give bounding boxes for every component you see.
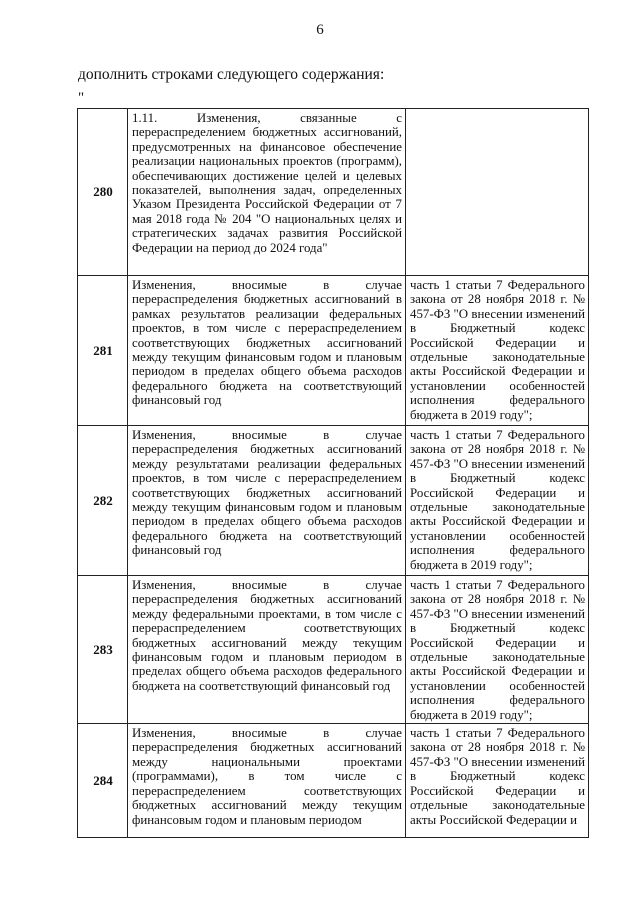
row-description: Изменения, вносимые в случае перераспределения бюджетных ассигнований между национальными проектами (программами), в том числе с перераспределением соответствующих бюджетных ассигнований между текущим финансовым годом и плановым периодом bbox=[128, 724, 406, 838]
table-row bbox=[78, 276, 589, 426]
row-number: 283 bbox=[78, 576, 128, 724]
page-number: 6 bbox=[316, 22, 324, 38]
amendments-table bbox=[77, 108, 589, 838]
intro-text: дополнить строками следующего содержания: bbox=[78, 66, 385, 83]
row-number: 282 bbox=[78, 426, 128, 576]
row-number: 281 bbox=[78, 276, 128, 426]
row-description: Изменения, вносимые в случае перераспределения бюджетных ассигнований между результатами реализации федеральных проектов, в том числе с перераспределением соответствующих бюджетных ассигнований между текущим финансовым годом и плановым периодом в пределах общего объема расходов федерального бюджета на соответствующий финансовый год bbox=[128, 426, 406, 576]
row-legal-basis bbox=[406, 109, 589, 276]
table-row bbox=[78, 724, 589, 838]
row-description: Изменения, вносимые в случае перераспределения бюджетных ассигнований в рамках результатов реализации федеральных проектов, в том числе с перераспределением соответствующих бюджетных ассигнований между текущим финансовым годом и плановым периодом в пределах общего объема расходов федерального бюджета на соответствующий финансовый год bbox=[128, 276, 406, 426]
row-legal-basis: часть 1 статьи 7 Федерального закона от 28 ноября 2018 г. № 457-ФЗ "О внесении изменений в Бюджетный кодекс Российской Федерации и отдельные законодательные акты Российской Федерации и установлении особенностей исполнения федерального бюджета в 2019 году"; bbox=[406, 576, 589, 724]
table-row bbox=[78, 109, 589, 276]
row-legal-basis: часть 1 статьи 7 Федерального закона от 28 ноября 2018 г. № 457-ФЗ "О внесении изменений в Бюджетный кодекс Российской Федерации и отдельные законодательные акты Российской Федерации и bbox=[406, 724, 589, 838]
row-number: 280 bbox=[78, 109, 128, 276]
row-legal-basis: часть 1 статьи 7 Федерального закона от 28 ноября 2018 г. № 457-ФЗ "О внесении изменений в Бюджетный кодекс Российской Федерации и отдельные законодательные акты Российской Федерации и установлении особенностей исполнения федерального бюджета в 2019 году"; bbox=[406, 426, 589, 576]
table-row bbox=[78, 426, 589, 576]
table-row bbox=[78, 576, 589, 724]
row-description: 1.11. Изменения, связанные с перераспределением бюджетных ассигнований, предусмотренных на финансовое обеспечение реализации национальных проектов (программ), обеспечивающих достижение целей и целевых показателей, выполнения задач, определенных Указом Президента Российской Федерации от 7 мая 2018 года № 204 "О национальных целях и стратегических задачах развития Российской Федерации на период до 2024 года" bbox=[128, 109, 406, 276]
row-number: 284 bbox=[78, 724, 128, 838]
row-description: Изменения, вносимые в случае перераспределения бюджетных ассигнований между федеральными проектами, в том числе с перераспределением соответствующих бюджетных ассигнований между текущим финансовым годом и плановым периодом в пределах общего объема расходов федерального бюджета на соответствующий финансовый год bbox=[128, 576, 406, 724]
opening-quote: " bbox=[78, 90, 85, 106]
row-legal-basis: часть 1 статьи 7 Федерального закона от 28 ноября 2018 г. № 457-ФЗ "О внесении изменений в Бюджетный кодекс Российской Федерации и отдельные законодательные акты Российской Федерации и установлении особенностей исполнения федерального бюджета в 2019 году"; bbox=[406, 276, 589, 426]
